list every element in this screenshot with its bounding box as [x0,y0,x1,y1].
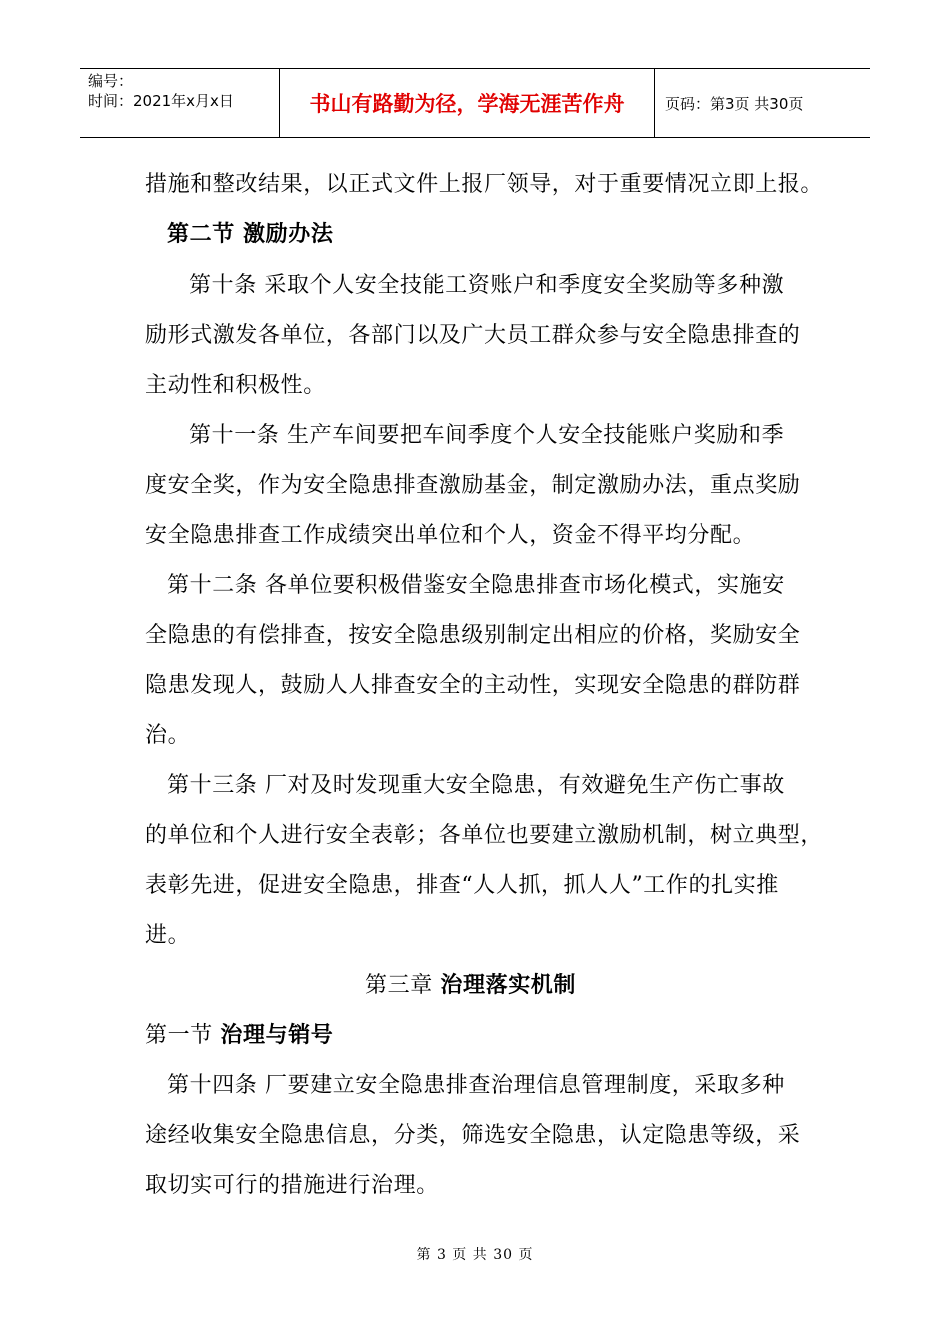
article-13-line: 的单位和个人进行安全表彰；各单位也要建立激励机制，树立典型， [145,823,824,848]
document-number-label: 编号： [88,72,134,90]
article-13-line: 进。 [145,923,191,948]
article-11-line: 安全隐患排查工作成绩突出单位和个人，资金不得平均分配。 [145,523,756,548]
article-13-line: 第十三条 厂对及时发现重大安全隐患，有效避免生产伤亡事故 [167,773,785,798]
article-14-line: 第十四条 厂要建立安全隐患排查治理信息管理制度，采取多种 [167,1073,785,1098]
article-12-line: 隐患发现人，鼓励人人排查安全的主动性，实现安全隐患的群防群 [145,673,801,698]
section-title: 治理与销号 [220,1023,334,1048]
section-heading [145,1011,333,1061]
article-12-line: 第十二条 各单位要积极借鉴安全隐患排查市场化模式，实施安 [167,573,785,598]
page-footer: 第 3 页 共 30 页 [416,1247,534,1263]
chapter-title: 治理落实机制 [440,973,577,998]
article-10-line: 励形式激发各单位，各部门以及广大员工群众参与安全隐患排查的 [145,323,801,348]
chapter-heading [365,961,576,1011]
article-10-line: 第十条 采取个人安全技能工资账户和季度安全奖励等多种激 [189,273,785,298]
article-13-line: 表彰先进，促进安全隐患，排查“人人抓，抓人人”工作的扎实推 [145,873,779,898]
article-14-line: 途经收集安全隐患信息，分类，筛选安全隐患，认定隐患等级，采 [145,1123,801,1148]
article-12-line: 治。 [145,723,191,748]
chapter-prefix: 第三章 [365,973,441,998]
document-time-label: 时间：2021年x月x日 [88,92,234,110]
article-10-line: 主动性和积极性。 [145,373,326,398]
section-heading: 第二节 激励办法 [167,222,334,247]
paragraph-line: 措施和整改结果，以正式文件上报厂领导，对于重要情况立即上报。 [145,172,824,197]
section-prefix: 第一节 [145,1023,221,1048]
header-page-info: 页码：第3页 共30页 [665,94,804,113]
header-motto: 书山有路勤为径，学海无涯苦作舟 [280,69,655,137]
article-14-line: 取切实可行的措施进行治理。 [145,1173,439,1198]
article-11-line: 度安全奖，作为安全隐患排查激励基金，制定激励办法，重点奖励 [145,473,801,498]
article-11-line: 第十一条 生产车间要把车间季度个人安全技能账户奖励和季 [189,423,785,448]
page-header [80,68,870,138]
header-meta [80,69,280,137]
article-12-line: 全隐患的有偿排查，按安全隐患级别制定出相应的价格，奖励安全 [145,623,801,648]
